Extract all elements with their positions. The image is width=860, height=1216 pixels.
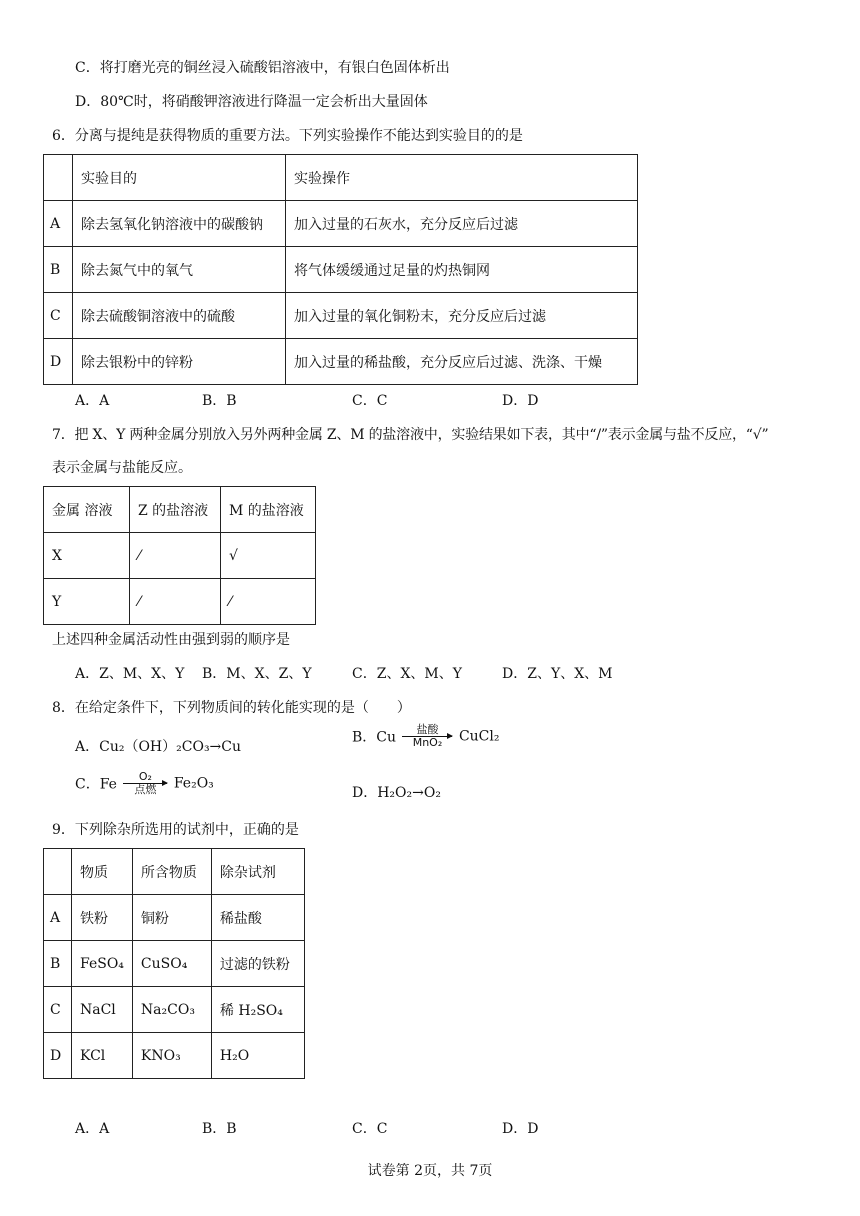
q9-option-d: D．D — [502, 1121, 539, 1137]
arrow-line — [402, 736, 452, 737]
table-cell: 稀 H₂SO₄ — [211, 987, 304, 1033]
table-cell: ⁄ — [221, 579, 316, 625]
table-cell: 稀盐酸 — [211, 895, 304, 941]
q9-option-a: A．A — [75, 1121, 110, 1137]
table-header-cell: 除杂试剂 — [211, 849, 304, 895]
table-cell: 铜粉 — [132, 895, 211, 941]
table-cell: Y — [44, 579, 130, 625]
table-cell: 加入过量的石灰水，充分反应后过滤 — [286, 201, 638, 247]
q7-stem-line2: 表示金属与盐能反应。 — [52, 460, 192, 476]
q7-table — [43, 486, 316, 625]
reaction-arrow-icon — [123, 771, 167, 796]
q7-option-a: A．Z、M、X、Y — [75, 666, 185, 682]
table-cell: ⁄ — [130, 533, 221, 579]
q8-stem: 8．在给定条件下，下列物质间的转化能实现的是（ ） — [52, 700, 411, 716]
q7-option-b: B．M、X、Z、Y — [202, 666, 312, 682]
table-header-cell: 实验操作 — [286, 155, 638, 201]
table-cell: C — [44, 293, 73, 339]
q8-option-b-product: CuCl₂ — [458, 728, 500, 745]
q7-question: 上述四种金属活动性由强到弱的顺序是 — [52, 632, 290, 648]
q6-option-a: A．A — [75, 393, 110, 409]
q5-option-c: C．将打磨光亮的铜丝浸入硫酸铝溶液中，有银白色固体析出 — [75, 60, 450, 76]
q7-stem-line1: 7．把 X、Y 两种金属分别放入另外两种金属 Z、M 的盐溶液中，实验结果如下表，其中“/”表示金属与盐不反应，“√” — [52, 427, 769, 443]
q8-option-c — [75, 771, 214, 796]
table-cell — [44, 849, 72, 895]
q8-option-c-reactant: C．Fe — [75, 776, 117, 793]
arrow-top-label: O₂ — [138, 770, 152, 783]
table-row — [44, 293, 638, 339]
table-header-cell: 物质 — [72, 849, 133, 895]
q8-option-d: D．H₂O₂→O₂ — [352, 785, 441, 801]
table-cell: 除去银粉中的锌粉 — [73, 339, 286, 385]
table-header-cell: Z 的盐溶液 — [130, 487, 221, 533]
table-row — [44, 201, 638, 247]
table-cell: 除去硫酸铜溶液中的硫酸 — [73, 293, 286, 339]
q9-table — [43, 848, 305, 1079]
table-cell: X — [44, 533, 130, 579]
table-cell: FeSO₄ — [72, 941, 133, 987]
table-cell: NaCl — [72, 987, 133, 1033]
table-cell: A — [44, 201, 73, 247]
table-cell: Na₂CO₃ — [132, 987, 211, 1033]
table-row — [44, 1033, 305, 1079]
table-row — [44, 895, 305, 941]
table-cell: KCl — [72, 1033, 133, 1079]
table-row — [44, 941, 305, 987]
table-header-cell: 实验目的 — [73, 155, 286, 201]
table-cell: B — [44, 247, 73, 293]
table-cell: 除去氢氧化钠溶液中的碳酸钠 — [73, 201, 286, 247]
table-cell: 铁粉 — [72, 895, 133, 941]
q6-option-b: B．B — [202, 393, 237, 409]
table-cell: 过滤的铁粉 — [211, 941, 304, 987]
table-cell: 除去氮气中的氧气 — [73, 247, 286, 293]
table-cell — [44, 155, 73, 201]
q8-option-b — [352, 724, 499, 749]
table-cell: D — [44, 339, 73, 385]
table-row — [44, 849, 305, 895]
table-row — [44, 579, 316, 625]
table-row — [44, 339, 638, 385]
table-row — [44, 247, 638, 293]
arrow-top-label: 盐酸 — [416, 723, 439, 736]
q5-option-d: D．80℃时，将硝酸钾溶液进行降温一定会析出大量固体 — [75, 94, 428, 110]
reaction-arrow-icon — [402, 724, 452, 749]
q8-option-b-reactant: B．Cu — [352, 729, 397, 746]
arrow-line — [123, 783, 167, 784]
table-cell: KNO₃ — [132, 1033, 211, 1079]
table-header-cell: M 的盐溶液 — [221, 487, 316, 533]
q6-table — [43, 154, 638, 385]
q8-option-a: A．Cu₂（OH）₂CO₃→Cu — [75, 739, 242, 755]
q9-option-c: C．C — [352, 1121, 388, 1137]
table-cell: ⁄ — [130, 579, 221, 625]
page-footer: 试卷第 2页，共 7页 — [367, 1163, 493, 1179]
q9-option-b: B．B — [202, 1121, 237, 1137]
table-cell: C — [44, 987, 72, 1033]
table-cell: A — [44, 895, 72, 941]
q7-option-c: C．Z、X、M、Y — [352, 666, 462, 682]
q9-stem: 9．下列除杂所选用的试剂中，正确的是 — [52, 822, 299, 838]
table-cell: √ — [221, 533, 316, 579]
q8-option-c-product: Fe₂O₃ — [173, 775, 214, 792]
table-row — [44, 987, 305, 1033]
table-cell: 将气体缓缓通过足量的灼热铜网 — [286, 247, 638, 293]
table-row — [44, 533, 316, 579]
table-cell: D — [44, 1033, 72, 1079]
table-header-cell: 金属 溶液 — [44, 487, 130, 533]
table-cell: CuSO₄ — [132, 941, 211, 987]
arrow-bottom-label: MnO₂ — [412, 736, 443, 749]
table-row — [44, 487, 316, 533]
table-cell: 加入过量的氧化铜粉末，充分反应后过滤 — [286, 293, 638, 339]
table-cell: 加入过量的稀盐酸，充分反应后过滤、洗涤、干燥 — [286, 339, 638, 385]
table-row — [44, 155, 638, 201]
q6-option-d: D．D — [502, 393, 539, 409]
q7-option-d: D．Z、Y、X、M — [502, 666, 613, 682]
table-header-cell: 所含物质 — [132, 849, 211, 895]
table-cell: B — [44, 941, 72, 987]
arrow-bottom-label: 点燃 — [134, 783, 157, 796]
table-cell: H₂O — [211, 1033, 304, 1079]
q6-option-c: C．C — [352, 393, 388, 409]
q6-stem: 6．分离与提纯是获得物质的重要方法。下列实验操作不能达到实验目的的是 — [52, 128, 523, 144]
